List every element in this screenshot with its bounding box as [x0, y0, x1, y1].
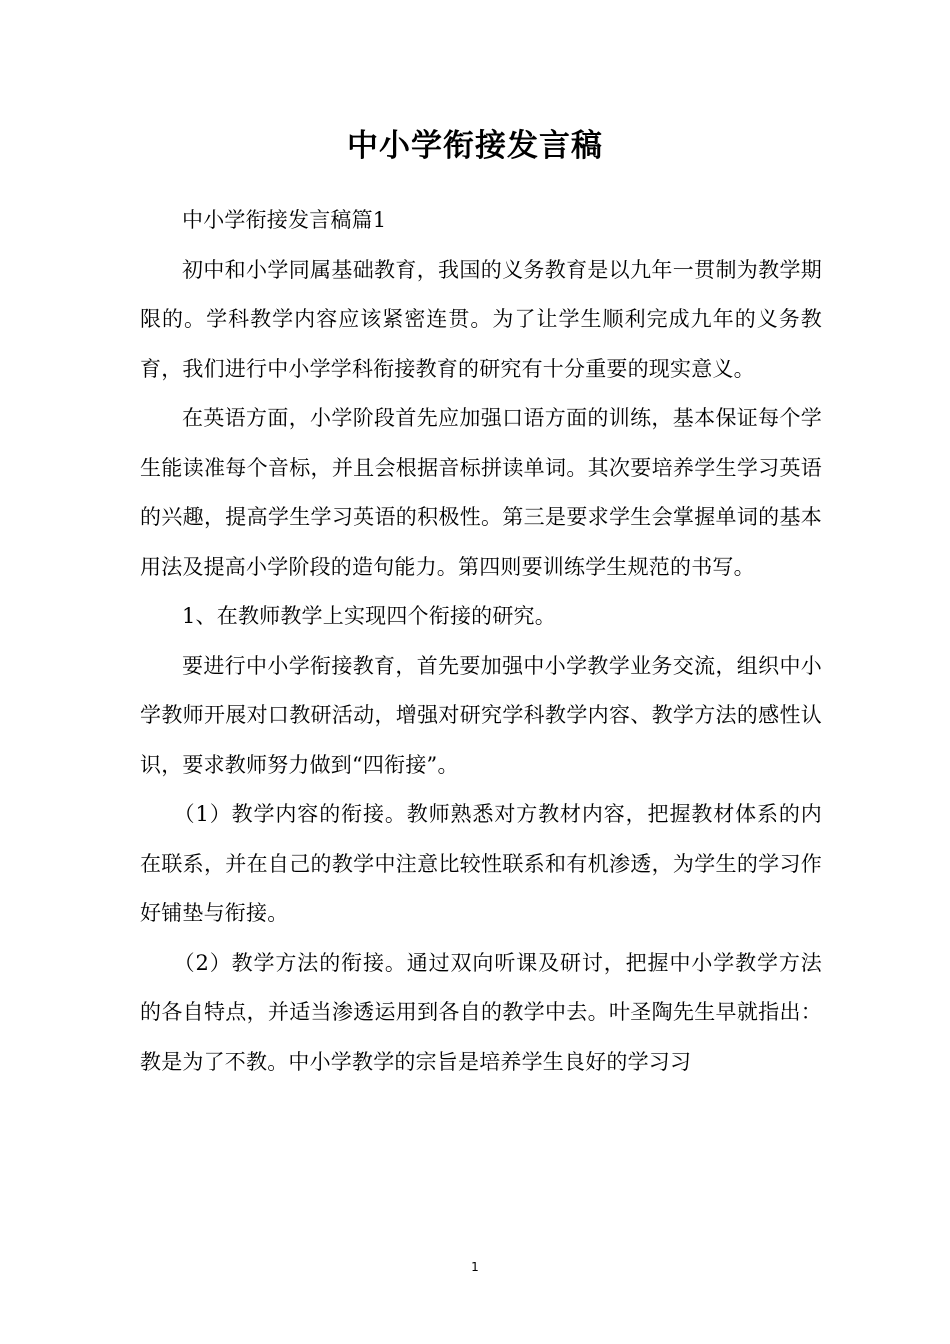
- section-heading: 中小学衔接发言稿篇1: [182, 208, 387, 232]
- page-number: 1: [471, 1260, 479, 1274]
- paragraph-method-link: （2）教学方法的衔接。通过双向听课及研讨，把握中小学教学方法的各自特点，并适当渗透运用到各自的教学中去。叶圣陶先生早就指出：教是为了不教。中小学教学的宗旨是培养学生良好的学习习: [140, 950, 822, 1074]
- paragraph-english: 在英语方面，小学阶段首先应加强口语方面的训练，基本保证每个学生能读准每个音标，并且会根据音标拼读单词。其次要培养学生学习英语的兴趣，提高学生学习英语的积极性。第三是要求学生会掌握单词的基本用法及提高小学阶段的造句能力。第四则要训练学生规范的书写。: [140, 406, 822, 579]
- paragraph-content-link: （1）教学内容的衔接。教师熟悉对方教材内容，把握教材体系的内在联系，并在自己的教学中注意比较性联系和有机渗透，为学生的学习作好铺垫与衔接。: [140, 802, 822, 925]
- paragraph-exchange: 要进行中小学衔接教育，首先要加强中小学教学业务交流，组织中小学教师开展对口教研活动，增强对研究学科教学内容、教学方法的感性认识，要求教师努力做到“四衔接”。: [140, 653, 822, 777]
- document-body: [140, 196, 822, 1087]
- document-title: 中小学衔接发言稿: [347, 128, 603, 164]
- paragraph-intro: 初中和小学同属基础教育，我国的义务教育是以九年一贯制为教学期限的。学科教学内容应该紧密连贯。为了让学生顺利完成九年的义务教育，我们进行中小学学科衔接教育的研究有十分重要的现实意义。: [140, 257, 822, 381]
- paragraph-point-1: 1、在教师教学上实现四个衔接的研究。: [182, 604, 556, 628]
